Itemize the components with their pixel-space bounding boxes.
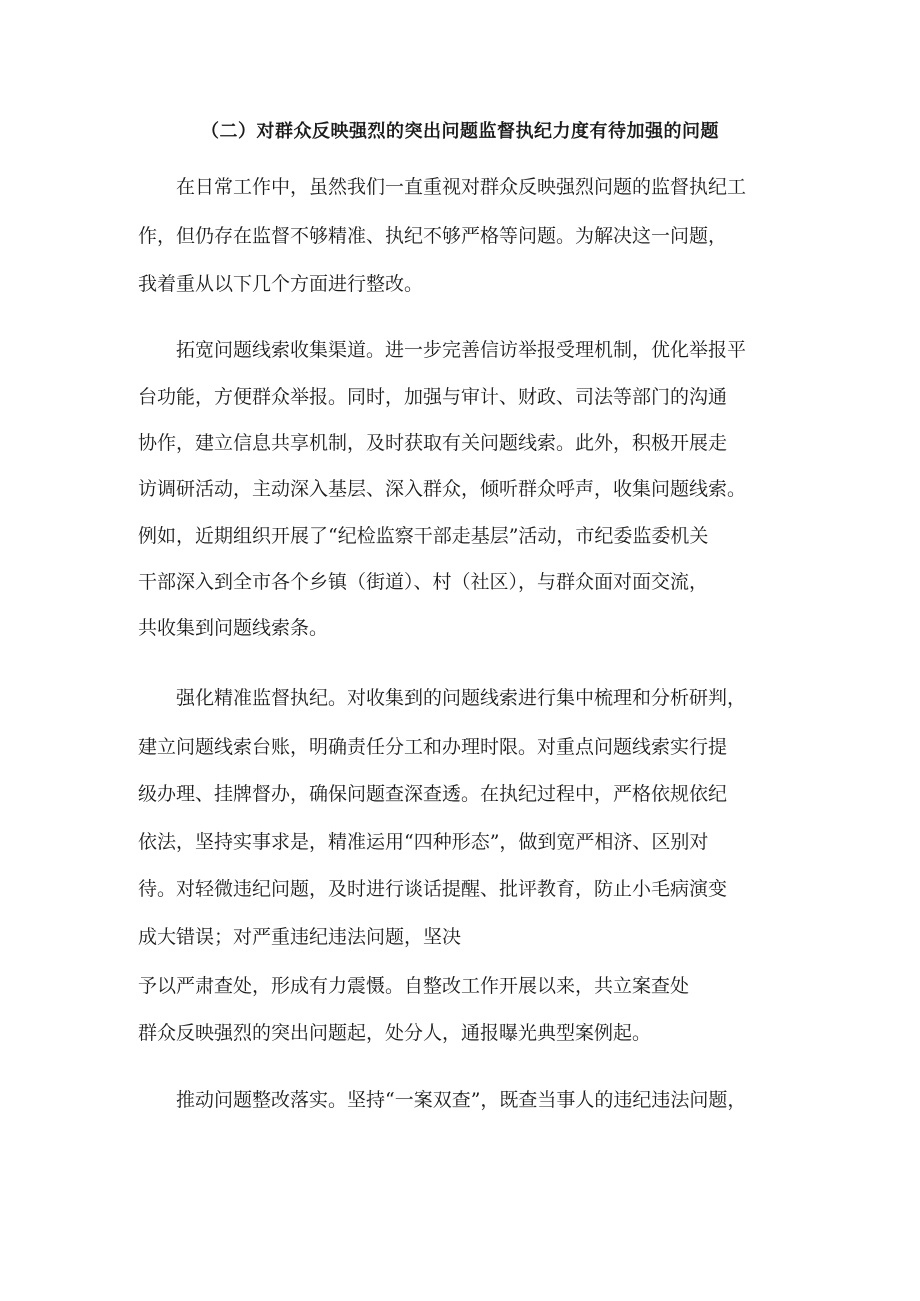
section-heading: （二）对群众反映强烈的突出问题监督执纪力度有待加强的问题: [201, 121, 719, 142]
paragraph-3-line-4: 依法，坚持实事求是，精准运用“四种形态”，做到宽严相济、区别对: [138, 831, 709, 853]
paragraph-3-line-1: 强化精准监督执纪。对收集到的问题线索进行集中梳理和分析研判，: [176, 687, 747, 709]
paragraph-1-line-2: 作，但仍存在监督不够精准、执纪不够严格等问题。为解决这一问题，: [138, 225, 728, 247]
paragraph-3-line-8: 群众反映强烈的突出问题起，处分人，通报曝光典型案例起。: [138, 1022, 652, 1044]
paragraph-1-line-1: 在日常工作中，虽然我们一直重视对群众反映强烈问题的监督执纪工: [176, 176, 747, 198]
paragraph-2-line-4: 访调研活动，主动深入基层、深入群众，倾听群众呼声，收集问题线索。: [138, 478, 747, 500]
paragraph-2-line-1: 拓宽问题线索收集渠道。进一步完善信访举报受理机制，优化举报平: [176, 339, 747, 361]
paragraph-4-line-1: 推动问题整改落实。坚持“一案双查”，既查当事人的违纪违法问题，: [176, 1089, 747, 1111]
paragraph-3-line-2: 建立问题线索台账，明确责任分工和办理时限。对重点问题线索实行提: [138, 736, 728, 758]
paragraph-3-line-3: 级办理、挂牌督办，确保问题查深查透。在执纪过程中，严格依规依纪: [138, 783, 728, 805]
paragraph-2-line-3: 协作，建立信息共享机制，及时获取有关问题线索。此外，积极开展走: [138, 432, 728, 454]
paragraph-3-line-6: 成大错误；对严重违纪违法问题，坚决: [138, 926, 462, 948]
paragraph-1-line-3: 我着重从以下几个方面进行整改。: [138, 273, 424, 295]
paragraph-2-line-5: 例如，近期组织开展了“纪检监察干部走基层”活动，市纪委监委机关: [138, 525, 709, 547]
paragraph-2-line-7: 共收集到问题线索条。: [138, 617, 329, 639]
paragraph-3-line-5: 待。对轻微违纪问题，及时进行谈话提醒、批评教育，防止小毛病演变: [138, 878, 728, 900]
paragraph-2-line-6: 干部深入到全市各个乡镇（街道）、村（社区），与群众面对面交流，: [138, 571, 709, 593]
paragraph-2-line-2: 台功能，方便群众举报。同时，加强与审计、财政、司法等部门的沟通: [138, 386, 728, 408]
paragraph-3-line-7: 予以严肃查处，形成有力震慑。自整改工作开展以来，共立案查处: [138, 975, 690, 997]
